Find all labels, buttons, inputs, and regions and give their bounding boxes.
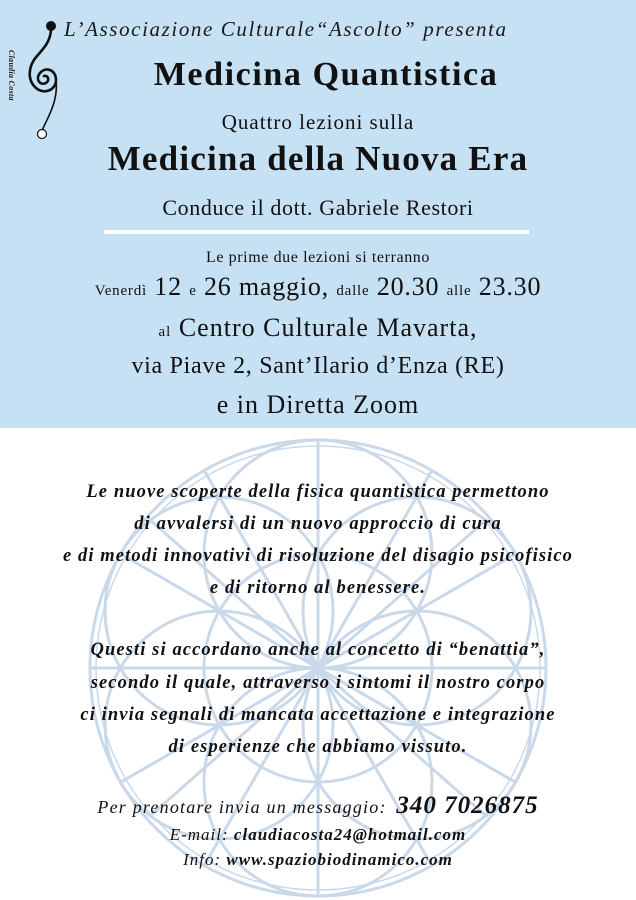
day-label: Venerdì bbox=[94, 283, 147, 299]
presenter-line: L’Associazione Culturale“Ascolto” presenta bbox=[64, 17, 508, 41]
author-credit: Claudia Costa bbox=[7, 50, 16, 101]
description-line: secondo il quale, attraverso i sintomi il nostro corpo bbox=[90, 673, 546, 693]
email-label: E-mail: bbox=[169, 825, 229, 844]
venue-prefix: al bbox=[158, 324, 172, 340]
venue-name: Centro Culturale Mavarta, bbox=[178, 313, 478, 342]
description-line: e di metodi innovativi di risoluzione del disagio psicofisico bbox=[62, 546, 574, 566]
venue-line bbox=[0, 313, 636, 343]
website-line bbox=[0, 850, 636, 870]
booking-line bbox=[0, 792, 636, 820]
website-link[interactable]: www.spaziobiodinamico.com bbox=[226, 850, 453, 869]
divider bbox=[104, 230, 529, 234]
description-line: e di ritorno al benessere. bbox=[209, 578, 427, 598]
from-label: dalle bbox=[336, 283, 370, 299]
to-label: alle bbox=[446, 283, 472, 299]
main-title: Medicina Quantistica bbox=[153, 56, 499, 93]
secondary-title: Medicina della Nuova Era bbox=[107, 139, 529, 178]
date-2: 26 maggio, bbox=[204, 272, 329, 301]
date-1: 12 bbox=[154, 272, 182, 301]
phone-number[interactable]: 340 7026875 bbox=[396, 792, 539, 819]
subtitle: Quattro lezioni sulla bbox=[221, 110, 415, 134]
end-time: 23.30 bbox=[478, 272, 542, 301]
schedule-intro: Le prime due lezioni si terranno bbox=[205, 249, 430, 266]
description-line: ci invia segnali di mancata accettazione e integrazione bbox=[80, 705, 556, 725]
website-label: Info: bbox=[183, 850, 222, 869]
conductor-line: Conduce il dott. Gabriele Restori bbox=[162, 195, 474, 220]
email-link[interactable]: claudiacosta24@hotmail.com bbox=[233, 825, 467, 844]
date-conjunction: e bbox=[189, 283, 197, 299]
venue-address: via Piave 2, Sant’Ilario d’Enza (RE) bbox=[131, 353, 505, 379]
description-line: Le nuove scoperte della fisica quantistica permettono bbox=[86, 482, 550, 502]
email-line bbox=[0, 825, 636, 845]
booking-label: Per prenotare invia un messaggio: bbox=[97, 797, 387, 817]
description-line: Questi si accordano anche al concetto di “benattia”, bbox=[90, 640, 546, 660]
online-zoom-line: e in Diretta Zoom bbox=[216, 390, 420, 419]
description-line: di esperienze che abbiamo vissuto. bbox=[168, 737, 468, 757]
start-time: 20.30 bbox=[376, 272, 440, 301]
description-line: di avvalersi di un nuovo approccio di cura bbox=[134, 514, 502, 534]
schedule-dates bbox=[0, 272, 636, 302]
